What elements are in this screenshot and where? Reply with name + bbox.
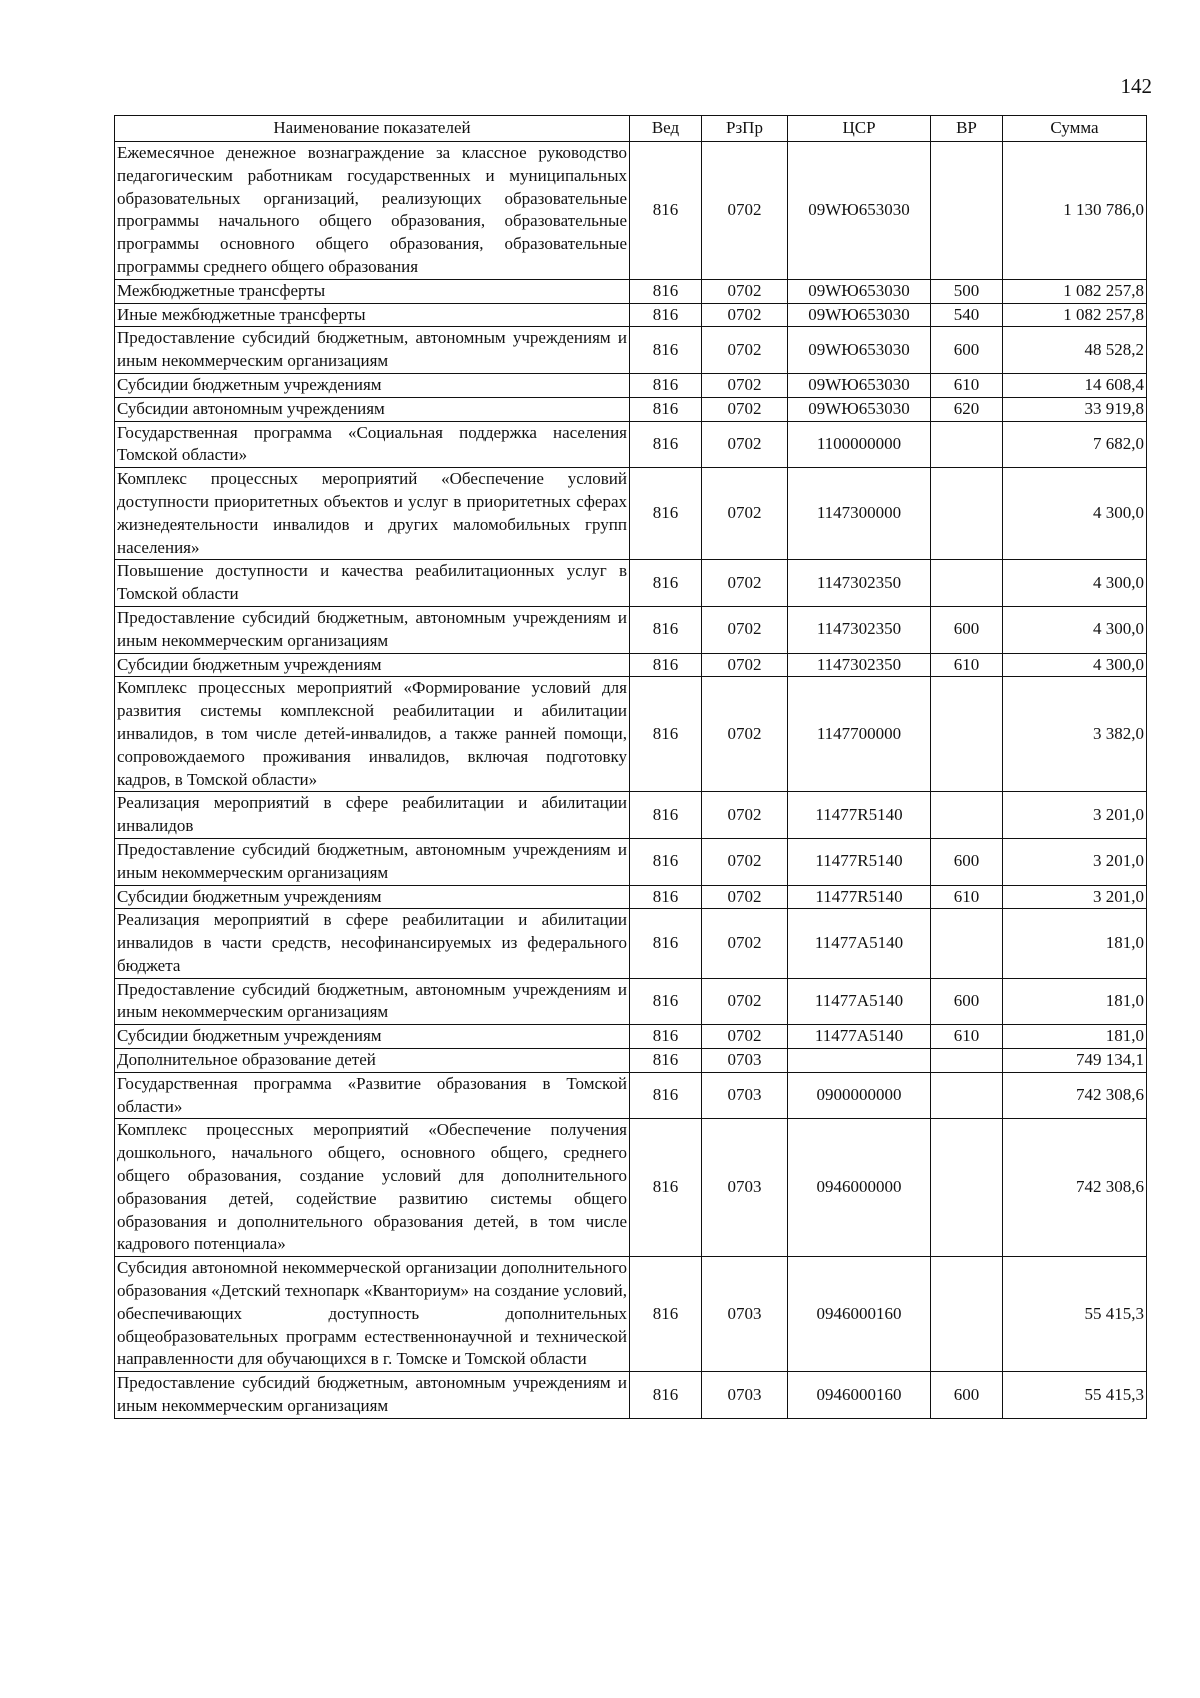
cell-vr: 610 — [931, 885, 1003, 909]
cell-ved: 816 — [630, 792, 702, 839]
cell-name: Межбюджетные трансферты — [115, 279, 630, 303]
cell-ved: 816 — [630, 421, 702, 468]
cell-vr — [931, 792, 1003, 839]
cell-name: Ежемесячное денежное вознаграждение за классное руководство педагогическим работникам государственных и муниципальных образовательных организаций, реализующих образовательные программы начального общего образования, образовательные программы основного общего образования, образовательные программы среднего общего образования — [115, 142, 630, 280]
cell-sum: 3 201,0 — [1003, 838, 1147, 885]
cell-vr — [931, 560, 1003, 607]
cell-csr: 09WЮ653030 — [788, 373, 931, 397]
cell-vr — [931, 1049, 1003, 1073]
cell-ved: 816 — [630, 653, 702, 677]
table-row — [115, 909, 1147, 978]
cell-vr: 620 — [931, 397, 1003, 421]
cell-name: Комплекс процессных мероприятий «Формирование условий для развития системы комплексной реабилитации и абилитации инвалидов, в том числе детей-инвалидов, а также ранней помощи, сопровождаемого проживания инвалидов, включая подготовку кадров, в Томской области» — [115, 677, 630, 792]
cell-vr: 600 — [931, 1372, 1003, 1419]
cell-csr: 09WЮ653030 — [788, 397, 931, 421]
cell-vr — [931, 1257, 1003, 1372]
cell-rzpr: 0702 — [702, 421, 788, 468]
cell-sum: 181,0 — [1003, 909, 1147, 978]
cell-ved: 816 — [630, 885, 702, 909]
cell-ved: 816 — [630, 1372, 702, 1419]
cell-name: Субсидии бюджетным учреждениям — [115, 373, 630, 397]
cell-name: Повышение доступности и качества реабилитационных услуг в Томской области — [115, 560, 630, 607]
page-number: 142 — [1120, 74, 1152, 98]
cell-name: Субсидия автономной некоммерческой организации дополнительного образования «Детский технопарк «Кванториум» на создание условий, обеспечивающих доступность дополнительных общеобразовательных программ естественнонаучной и технической направленности для обучающихся в г. Томске и Томской области — [115, 1257, 630, 1372]
table-row — [115, 1025, 1147, 1049]
cell-name: Реализация мероприятий в сфере реабилитации и абилитации инвалидов — [115, 792, 630, 839]
cell-sum: 749 134,1 — [1003, 1049, 1147, 1073]
cell-sum: 4 300,0 — [1003, 560, 1147, 607]
table-body — [115, 142, 1147, 1419]
cell-csr: 1147302350 — [788, 606, 931, 653]
table-row — [115, 1119, 1147, 1257]
cell-rzpr: 0702 — [702, 468, 788, 560]
cell-ved: 816 — [630, 279, 702, 303]
cell-name: Реализация мероприятий в сфере реабилитации и абилитации инвалидов в части средств, несофинансируемых из федерального бюджета — [115, 909, 630, 978]
budget-table — [114, 115, 1147, 1419]
cell-sum: 3 382,0 — [1003, 677, 1147, 792]
cell-vr: 600 — [931, 838, 1003, 885]
header-ved: Вед — [630, 116, 702, 142]
cell-ved: 816 — [630, 397, 702, 421]
cell-csr: 0946000160 — [788, 1372, 931, 1419]
cell-name: Предоставление субсидий бюджетным, автономным учреждениям и иным некоммерческим организациям — [115, 327, 630, 374]
cell-vr: 610 — [931, 653, 1003, 677]
cell-vr — [931, 421, 1003, 468]
cell-name: Субсидии бюджетным учреждениям — [115, 653, 630, 677]
header-row — [115, 116, 1147, 142]
cell-rzpr: 0702 — [702, 303, 788, 327]
cell-ved: 816 — [630, 373, 702, 397]
cell-sum: 7 682,0 — [1003, 421, 1147, 468]
cell-csr: 0946000160 — [788, 1257, 931, 1372]
cell-sum: 55 415,3 — [1003, 1257, 1147, 1372]
cell-name: Дополнительное образование детей — [115, 1049, 630, 1073]
cell-ved: 816 — [630, 327, 702, 374]
cell-name: Субсидии автономным учреждениям — [115, 397, 630, 421]
cell-ved: 816 — [630, 1025, 702, 1049]
cell-vr: 610 — [931, 1025, 1003, 1049]
cell-sum: 3 201,0 — [1003, 792, 1147, 839]
header-vr: ВР — [931, 116, 1003, 142]
cell-csr: 11477A5140 — [788, 1025, 931, 1049]
cell-rzpr: 0702 — [702, 397, 788, 421]
table-row — [115, 279, 1147, 303]
cell-rzpr: 0702 — [702, 909, 788, 978]
cell-sum: 33 919,8 — [1003, 397, 1147, 421]
cell-vr: 500 — [931, 279, 1003, 303]
cell-name: Государственная программа «Развитие образования в Томской области» — [115, 1072, 630, 1119]
cell-rzpr: 0703 — [702, 1072, 788, 1119]
table-row — [115, 653, 1147, 677]
cell-name: Комплекс процессных мероприятий «Обеспечение условий доступности приоритетных объектов и услуг в приоритетных сферах жизнедеятельности инвалидов и других маломобильных групп населения» — [115, 468, 630, 560]
header-sum: Сумма — [1003, 116, 1147, 142]
table-row — [115, 1372, 1147, 1419]
table-row — [115, 142, 1147, 280]
cell-rzpr: 0702 — [702, 653, 788, 677]
table-row — [115, 303, 1147, 327]
cell-ved: 816 — [630, 468, 702, 560]
cell-csr: 1147300000 — [788, 468, 931, 560]
cell-name: Субсидии бюджетным учреждениям — [115, 1025, 630, 1049]
cell-rzpr: 0702 — [702, 606, 788, 653]
cell-vr — [931, 468, 1003, 560]
cell-csr: 0900000000 — [788, 1072, 931, 1119]
header-csr: ЦСР — [788, 116, 931, 142]
cell-rzpr: 0703 — [702, 1372, 788, 1419]
cell-csr: 09WЮ653030 — [788, 279, 931, 303]
cell-name: Предоставление субсидий бюджетным, автономным учреждениям и иным некоммерческим организациям — [115, 606, 630, 653]
cell-rzpr: 0703 — [702, 1119, 788, 1257]
cell-ved: 816 — [630, 838, 702, 885]
cell-csr: 1100000000 — [788, 421, 931, 468]
cell-sum: 181,0 — [1003, 978, 1147, 1025]
cell-ved: 816 — [630, 142, 702, 280]
cell-sum: 1 082 257,8 — [1003, 279, 1147, 303]
cell-sum: 14 608,4 — [1003, 373, 1147, 397]
cell-name: Предоставление субсидий бюджетным, автономным учреждениям и иным некоммерческим организациям — [115, 1372, 630, 1419]
cell-sum: 181,0 — [1003, 1025, 1147, 1049]
cell-vr — [931, 1072, 1003, 1119]
cell-ved: 816 — [630, 560, 702, 607]
cell-csr: 11477R5140 — [788, 885, 931, 909]
cell-name: Комплекс процессных мероприятий «Обеспечение получения дошкольного, начального общего, основного общего, среднего общего образования, создание условий для дополнительного образования детей, содействие развитию системы общего образования и дополнительного образования детей, в том числе кадрового потенциала» — [115, 1119, 630, 1257]
cell-ved: 816 — [630, 1257, 702, 1372]
cell-vr: 540 — [931, 303, 1003, 327]
cell-sum: 4 300,0 — [1003, 653, 1147, 677]
table-row — [115, 397, 1147, 421]
cell-name: Предоставление субсидий бюджетным, автономным учреждениям и иным некоммерческим организациям — [115, 978, 630, 1025]
cell-vr: 600 — [931, 327, 1003, 374]
cell-csr: 11477R5140 — [788, 838, 931, 885]
header-rzpr: РзПр — [702, 116, 788, 142]
table-row — [115, 327, 1147, 374]
cell-ved: 816 — [630, 978, 702, 1025]
cell-csr: 11477A5140 — [788, 978, 931, 1025]
cell-rzpr: 0702 — [702, 142, 788, 280]
table-row — [115, 677, 1147, 792]
table-row — [115, 468, 1147, 560]
cell-vr — [931, 909, 1003, 978]
cell-ved: 816 — [630, 1072, 702, 1119]
cell-vr: 610 — [931, 373, 1003, 397]
cell-sum: 742 308,6 — [1003, 1119, 1147, 1257]
cell-csr: 09WЮ653030 — [788, 327, 931, 374]
cell-sum: 4 300,0 — [1003, 468, 1147, 560]
cell-sum: 4 300,0 — [1003, 606, 1147, 653]
cell-ved: 816 — [630, 909, 702, 978]
cell-rzpr: 0702 — [702, 560, 788, 607]
cell-ved: 816 — [630, 1049, 702, 1073]
cell-ved: 816 — [630, 303, 702, 327]
cell-sum: 1 130 786,0 — [1003, 142, 1147, 280]
cell-sum: 1 082 257,8 — [1003, 303, 1147, 327]
cell-ved: 816 — [630, 1119, 702, 1257]
cell-name: Субсидии бюджетным учреждениям — [115, 885, 630, 909]
cell-sum: 48 528,2 — [1003, 327, 1147, 374]
table-row — [115, 1072, 1147, 1119]
cell-csr: 11477A5140 — [788, 909, 931, 978]
cell-rzpr: 0702 — [702, 885, 788, 909]
table-row — [115, 838, 1147, 885]
cell-ved: 816 — [630, 606, 702, 653]
table-header — [115, 116, 1147, 142]
cell-csr: 1147302350 — [788, 653, 931, 677]
table-row — [115, 885, 1147, 909]
table-row — [115, 1049, 1147, 1073]
cell-name: Иные межбюджетные трансферты — [115, 303, 630, 327]
cell-csr: 1147302350 — [788, 560, 931, 607]
cell-csr: 11477R5140 — [788, 792, 931, 839]
cell-sum: 742 308,6 — [1003, 1072, 1147, 1119]
table-row — [115, 792, 1147, 839]
cell-rzpr: 0702 — [702, 373, 788, 397]
cell-csr: 09WЮ653030 — [788, 303, 931, 327]
cell-csr: 0946000000 — [788, 1119, 931, 1257]
header-name: Наименование показателей — [115, 116, 630, 142]
cell-csr — [788, 1049, 931, 1073]
cell-ved: 816 — [630, 677, 702, 792]
cell-rzpr: 0702 — [702, 1025, 788, 1049]
cell-name: Государственная программа «Социальная поддержка населения Томской области» — [115, 421, 630, 468]
cell-vr — [931, 1119, 1003, 1257]
table-row — [115, 978, 1147, 1025]
cell-rzpr: 0702 — [702, 327, 788, 374]
cell-csr: 09WЮ653030 — [788, 142, 931, 280]
table-row — [115, 560, 1147, 607]
cell-rzpr: 0703 — [702, 1257, 788, 1372]
table-row — [115, 421, 1147, 468]
cell-rzpr: 0702 — [702, 279, 788, 303]
cell-rzpr: 0702 — [702, 677, 788, 792]
table-row — [115, 1257, 1147, 1372]
table-row — [115, 606, 1147, 653]
cell-sum: 55 415,3 — [1003, 1372, 1147, 1419]
cell-rzpr: 0702 — [702, 838, 788, 885]
cell-vr: 600 — [931, 606, 1003, 653]
cell-vr: 600 — [931, 978, 1003, 1025]
cell-name: Предоставление субсидий бюджетным, автономным учреждениям и иным некоммерческим организациям — [115, 838, 630, 885]
cell-rzpr: 0702 — [702, 792, 788, 839]
cell-csr: 1147700000 — [788, 677, 931, 792]
cell-rzpr: 0703 — [702, 1049, 788, 1073]
cell-vr — [931, 142, 1003, 280]
cell-vr — [931, 677, 1003, 792]
cell-rzpr: 0702 — [702, 978, 788, 1025]
table-row — [115, 373, 1147, 397]
cell-sum: 3 201,0 — [1003, 885, 1147, 909]
